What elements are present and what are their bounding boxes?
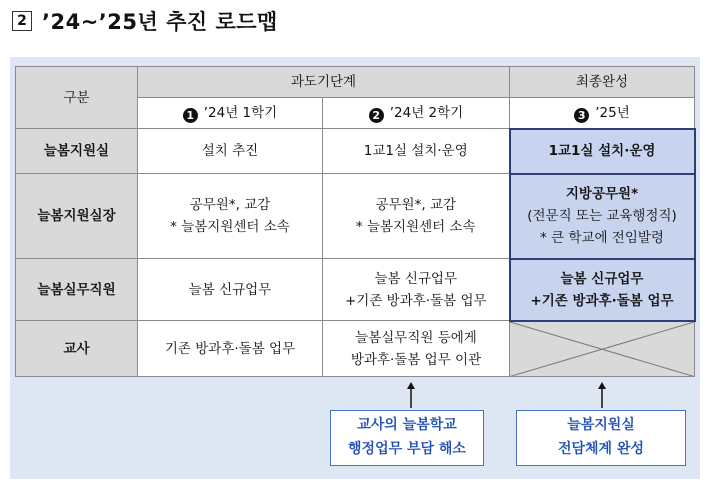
cell-line: 1교1실 설치·운영 bbox=[363, 143, 468, 159]
section-number-box: 2 bbox=[12, 11, 32, 31]
note-line: 전담체계 완성 bbox=[557, 441, 645, 457]
note-line: 행정업무 부담 해소 bbox=[348, 441, 466, 457]
header-category: 구분 bbox=[16, 67, 138, 129]
phase-number-badge: 1 bbox=[183, 108, 198, 123]
cell-line: +기존 방과후·돌봄 업무 bbox=[530, 292, 674, 309]
note-line: 늘봄지원실 bbox=[567, 417, 635, 433]
cell-line: 늘봄 신규업무 bbox=[374, 270, 458, 287]
cell-support-room-phase1 bbox=[138, 129, 323, 174]
header-phase-3 bbox=[510, 98, 695, 129]
up-arrow-icon bbox=[405, 382, 417, 408]
cell-support-head-phase1 bbox=[138, 174, 323, 259]
cell-line: 지방공무원* bbox=[565, 186, 639, 202]
cell-teacher-phase2 bbox=[323, 321, 510, 377]
note-line: 교사의 늘봄학교 bbox=[357, 417, 457, 433]
section-title-text: ’24~’25년 추진 로드맵 bbox=[42, 10, 278, 34]
header-final: 최종완성 bbox=[510, 67, 695, 98]
cell-support-head-phase3 bbox=[510, 174, 695, 259]
section-title bbox=[12, 5, 278, 37]
cell-line: 1교1실 설치·운영 bbox=[548, 143, 656, 159]
header-transition: 과도기단계 bbox=[138, 67, 510, 98]
cell-line: (전문직 또는 교육행정직) bbox=[527, 208, 677, 224]
cell-support-room-phase3 bbox=[510, 129, 695, 174]
cell-line: 늘봄 신규업무 bbox=[560, 270, 644, 287]
cell-staff-phase3 bbox=[510, 259, 695, 321]
row-label-teacher: 교사 bbox=[16, 321, 138, 377]
cell-line: 공무원*, 교감 bbox=[189, 197, 271, 213]
phase-number-badge: 3 bbox=[574, 108, 589, 123]
roadmap-table bbox=[15, 66, 696, 377]
phase-label: ’24년 1학기 bbox=[203, 105, 278, 121]
note-box-dedicated-system bbox=[516, 410, 686, 466]
cell-line: * 늘봄지원센터 소속 bbox=[355, 219, 476, 235]
row-label-support-room: 늘봄지원실 bbox=[16, 129, 138, 174]
cell-teacher-phase3-empty bbox=[510, 321, 695, 377]
row-label-staff: 늘봄실무직원 bbox=[16, 259, 138, 321]
phase-label: ’24년 2학기 bbox=[389, 105, 464, 121]
header-phase-1 bbox=[138, 98, 323, 129]
phase-number-badge: 2 bbox=[369, 108, 384, 123]
cell-teacher-phase1 bbox=[138, 321, 323, 377]
cell-line: 설치 추진 bbox=[201, 143, 259, 159]
note-box-teacher-relief bbox=[330, 410, 484, 466]
phase-label: ’25년 bbox=[595, 104, 630, 121]
header-phase-2 bbox=[323, 98, 510, 129]
cell-line: 늘봄 신규업무 bbox=[188, 281, 272, 298]
cell-support-room-phase2 bbox=[323, 129, 510, 174]
cell-line: 공무원*, 교감 bbox=[375, 197, 457, 213]
cell-line: 늘봄실무직원 등에게 bbox=[355, 329, 477, 346]
up-arrow-icon bbox=[596, 382, 608, 408]
cell-line: 기존 방과후·돌봄 업무 bbox=[164, 340, 296, 357]
row-label-support-head: 늘봄지원실장 bbox=[16, 174, 138, 259]
cell-staff-phase2 bbox=[323, 259, 510, 321]
cross-out-icon bbox=[510, 322, 694, 377]
cell-line: * 큰 학교에 전임발령 bbox=[540, 230, 664, 246]
cell-support-head-phase2 bbox=[323, 174, 510, 259]
cell-line: 방과후·돌봄 업무 이관 bbox=[350, 351, 482, 368]
cell-line: +기존 방과후·돌봄 업무 bbox=[344, 292, 487, 309]
cell-line: * 늘봄지원센터 소속 bbox=[170, 219, 290, 235]
cell-staff-phase1 bbox=[138, 259, 323, 321]
